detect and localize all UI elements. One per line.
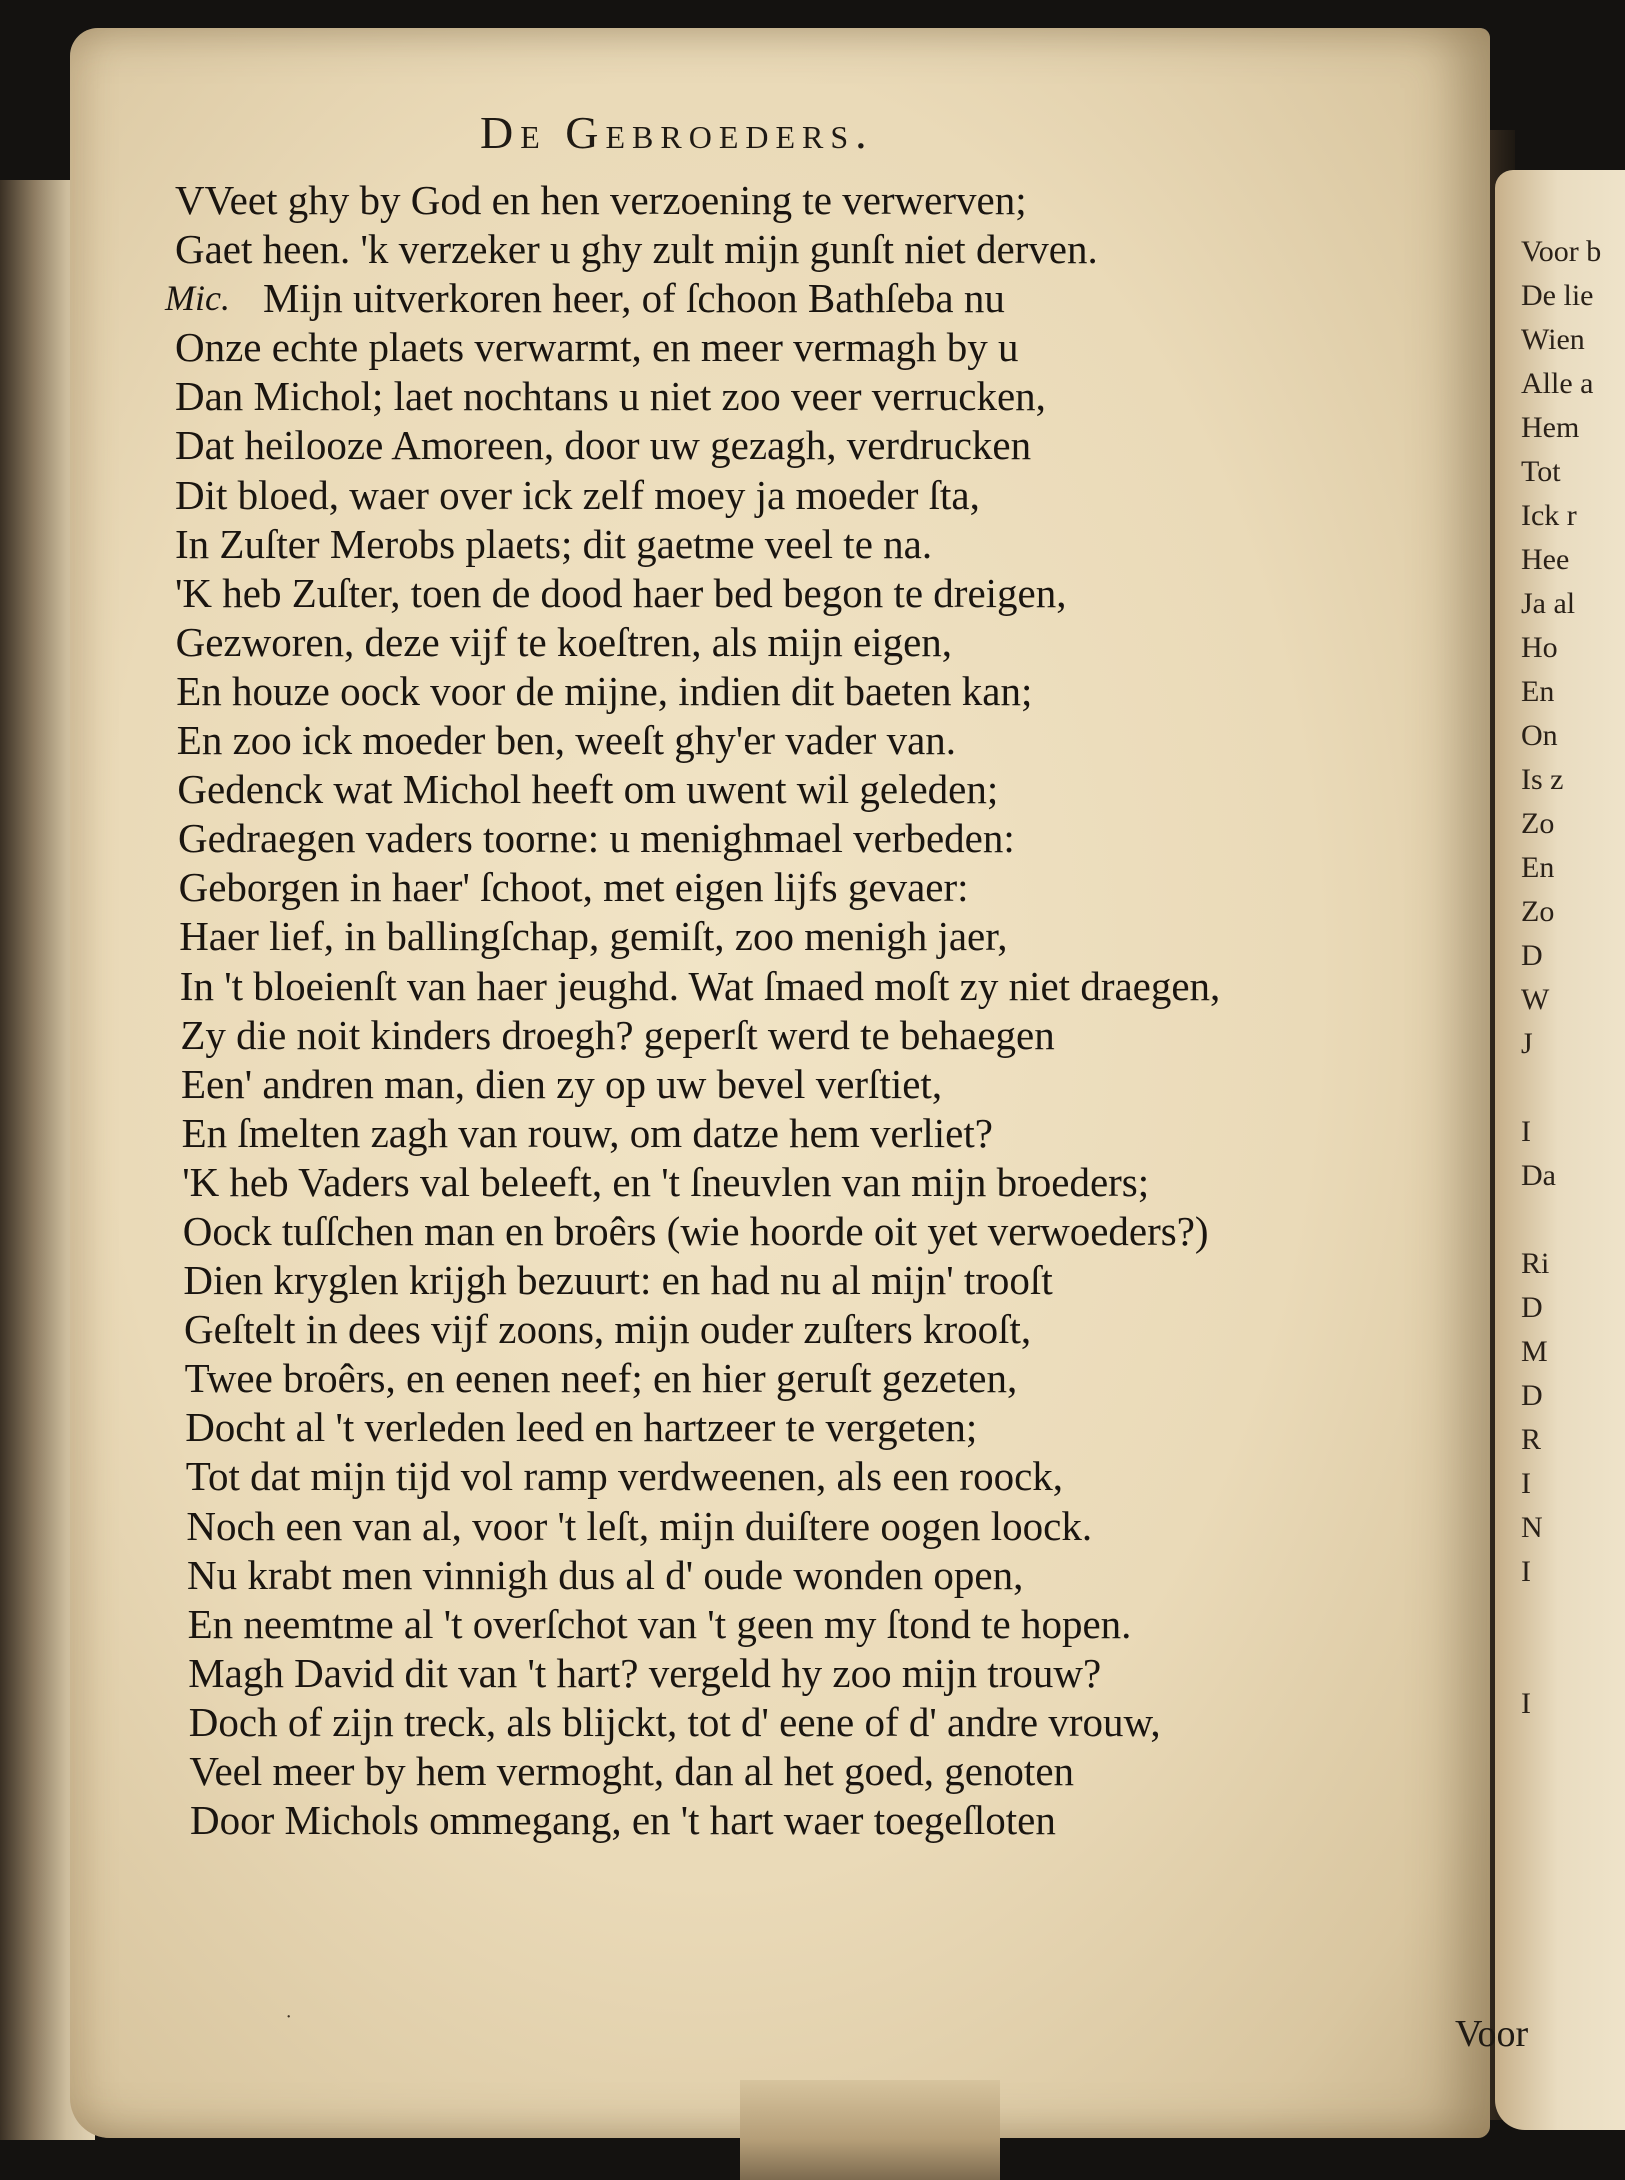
right-page-line: M — [1521, 1335, 1548, 1368]
verse-line — [175, 1502, 1455, 1551]
verse-line-text: Oock tuſſchen man en broêrs (wie hoorde oit yet verwoeders?) — [182, 1207, 1209, 1254]
verse-line-text: Tot dat mijn tijd vol ramp verdweenen, als een roock, — [185, 1453, 1064, 1500]
verse-line — [175, 471, 1455, 520]
verse-line-text: Mijn uitverkoren heer, of ſchoon Bathſeba nu — [263, 275, 1005, 322]
verse-line-text: Dit bloed, waer over ick zelf moey ja moeder ſta, — [175, 471, 980, 518]
verse-line — [175, 1649, 1455, 1698]
right-page-line: Hee — [1521, 543, 1570, 576]
verse-block — [165, 176, 1455, 1845]
verse-line-text: 'K heb Vaders val beleeft, en 't ſneuvlen van mijn broeders; — [182, 1158, 1150, 1205]
right-page-line: D — [1521, 1379, 1543, 1412]
verse-line — [175, 1796, 1455, 1845]
verse-line — [175, 962, 1455, 1011]
speaker-label: Mic. — [165, 278, 230, 319]
verse-line — [175, 863, 1455, 912]
right-page-line: N — [1521, 1511, 1543, 1544]
right-page-line: Zo — [1521, 807, 1555, 840]
verse-line-text: Nu krabt men vinnigh dus al d' oude wonden open, — [187, 1551, 1024, 1598]
verse-line-text: Geſtelt in dees vijf zoons, mijn ouder zuſters krooſt, — [184, 1306, 1032, 1353]
right-page-line: Ja al — [1521, 587, 1576, 620]
verse-line-text: En ſmelten zagh van rouw, om datze hem verliet? — [181, 1109, 993, 1156]
page-bottom-edge — [740, 2080, 1000, 2180]
verse-line-text: Dien kryglen krijgh bezuurt: en had nu al mijn' trooſt — [183, 1257, 1053, 1304]
verse-line — [175, 1060, 1455, 1109]
verse-line — [175, 421, 1455, 470]
right-page-line: D — [1521, 939, 1543, 972]
right-page-line: R — [1521, 1423, 1542, 1456]
verse-line-text: In 't bloeienſt van haer jeughd. Wat ſmaed moſt zy niet draegen, — [179, 962, 1221, 1009]
verse-line-text: Noch een van al, voor 't leſt, mijn duiſtere oogen loock. — [186, 1502, 1093, 1549]
running-head: De Gebroeders. — [480, 107, 874, 158]
verse-line-text: En neemtme al 't overſchot van 't geen my ſtond te hopen. — [187, 1600, 1132, 1647]
verse-line-text: Geborgen in haer' ſchoot, met eigen lijfs gevaer: — [178, 864, 969, 911]
verse-line-text: Zy die noit kinders droegh? geperſt werd te behaegen — [180, 1011, 1055, 1058]
verse-line — [175, 1600, 1455, 1649]
verse-line — [175, 520, 1455, 569]
verse-line — [175, 323, 1455, 372]
right-page-line: Ri — [1521, 1247, 1550, 1280]
right-page-line: W — [1521, 983, 1550, 1016]
verse-line — [175, 1207, 1455, 1256]
verse-line — [175, 1011, 1455, 1060]
right-page-line — [1521, 1198, 1625, 1242]
verse-line — [175, 1109, 1455, 1158]
verse-line — [175, 176, 1455, 225]
verse-line-text: Dat heilooze Amoreen, door uw gezagh, verdrucken — [175, 422, 1032, 469]
right-page-line: I — [1521, 1555, 1531, 1588]
verse-line — [175, 814, 1455, 863]
right-page-line: Da — [1521, 1159, 1556, 1192]
verse-line — [175, 1747, 1455, 1796]
right-page-line: Wien — [1521, 323, 1585, 356]
verse-line-text: En houze oock voor de mijne, indien dit baeten kan; — [176, 667, 1033, 714]
verse-line — [175, 1354, 1455, 1403]
verse-line — [175, 1256, 1455, 1305]
verse-line — [175, 667, 1455, 716]
right-page-line: Voor b — [1521, 235, 1602, 268]
right-page-line: J — [1521, 1027, 1533, 1060]
right-page-line: I — [1521, 1687, 1531, 1720]
right-page-line: En — [1521, 675, 1555, 708]
verse-line-text: Onze echte plaets verwarmt, en meer vermagh by u — [175, 324, 1019, 371]
verse-line-text: Doch of zijn treck, als blijckt, tot d' eene of d' andre vrouw, — [188, 1698, 1161, 1745]
verse-line-text: Dan Michol; laet nochtans u niet zoo veer verrucken, — [175, 373, 1046, 420]
verse-line — [165, 274, 1455, 323]
verse-line-text: Gedraegen vaders toorne: u menighmael verbeden: — [178, 815, 1015, 862]
verse-line-text: Een' andren man, dien zy op uw bevel verſtiet, — [181, 1060, 943, 1107]
right-page-line: D — [1521, 1291, 1543, 1324]
right-page-line: Tot — [1521, 455, 1561, 488]
verse-line-text: Docht al 't verleden leed en hartzeer te vergeten; — [185, 1404, 978, 1451]
right-page-line: On — [1521, 719, 1558, 752]
verse-line — [175, 1452, 1455, 1501]
verse-line-text: Magh David dit van 't hart? vergeld hy zoo mijn trouw? — [188, 1649, 1102, 1696]
catchword: Voor — [1455, 2013, 1529, 2055]
verse-line-text: 'K heb Zuſter, toen de dood haer bed begon te dreigen, — [175, 569, 1067, 616]
right-page-line — [1521, 1066, 1625, 1110]
verse-line — [175, 716, 1455, 765]
verse-line-text: Door Michols ommegang, en 't hart waer toegeſloten — [190, 1797, 1056, 1844]
verse-line — [175, 225, 1455, 274]
verse-line — [175, 765, 1455, 814]
verse-line-text: Gaet heen. 'k verzeker u ghy zult mijn gunſt niet derven. — [175, 226, 1098, 273]
verse-line-text: VVeet ghy by God en hen verzoening te verwerven; — [175, 177, 1027, 223]
verse-line — [175, 1698, 1455, 1747]
verse-line — [175, 912, 1455, 961]
verse-line — [175, 569, 1455, 618]
verse-line-text: Veel meer by hem vermoght, dan al het goed, genoten — [189, 1748, 1075, 1794]
right-page-line: En — [1521, 851, 1555, 884]
verse-line — [175, 618, 1455, 667]
verse-line-text: Gedenck wat Michol heeft om uwent wil geleden; — [177, 766, 999, 813]
right-page-line: Ick r — [1521, 499, 1577, 532]
right-page-line: Zo — [1521, 895, 1555, 928]
verse-line-text: Haer lief, in ballingſchap, gemiſt, zoo menigh jaer, — [179, 913, 1008, 960]
verse-line — [175, 1305, 1455, 1354]
right-page-line: Ho — [1521, 631, 1558, 664]
right-page-line: Alle a — [1521, 367, 1594, 400]
right-page-line: Hem — [1521, 411, 1580, 444]
verse-line-text: In Zuſter Merobs plaets; dit gaetme veel te na. — [175, 520, 933, 567]
verse-line — [175, 1158, 1455, 1207]
right-page-line — [1521, 1594, 1625, 1638]
right-page-text — [1521, 230, 1625, 1726]
verse-line-text: En zoo ick moeder ben, weeſt ghy'er vader van. — [176, 717, 957, 764]
verse-line — [175, 1551, 1455, 1600]
right-page-line: I — [1521, 1115, 1531, 1148]
verse-line-text: Gezworen, deze vijf te koeſtren, als mijn eigen, — [175, 618, 953, 665]
right-page-line: Is z — [1521, 763, 1564, 796]
verse-line-text: Twee broêrs, en eenen neef; en hier geruſt gezeten, — [184, 1355, 1018, 1402]
page-mark: ˙ — [285, 2010, 293, 2035]
right-page-line: I — [1521, 1467, 1531, 1500]
verse-line — [175, 1403, 1455, 1452]
right-page-fragment — [1495, 170, 1625, 2130]
verse-line — [175, 372, 1455, 421]
right-page-line — [1521, 1638, 1625, 1682]
right-page-line: De lie — [1521, 279, 1594, 312]
